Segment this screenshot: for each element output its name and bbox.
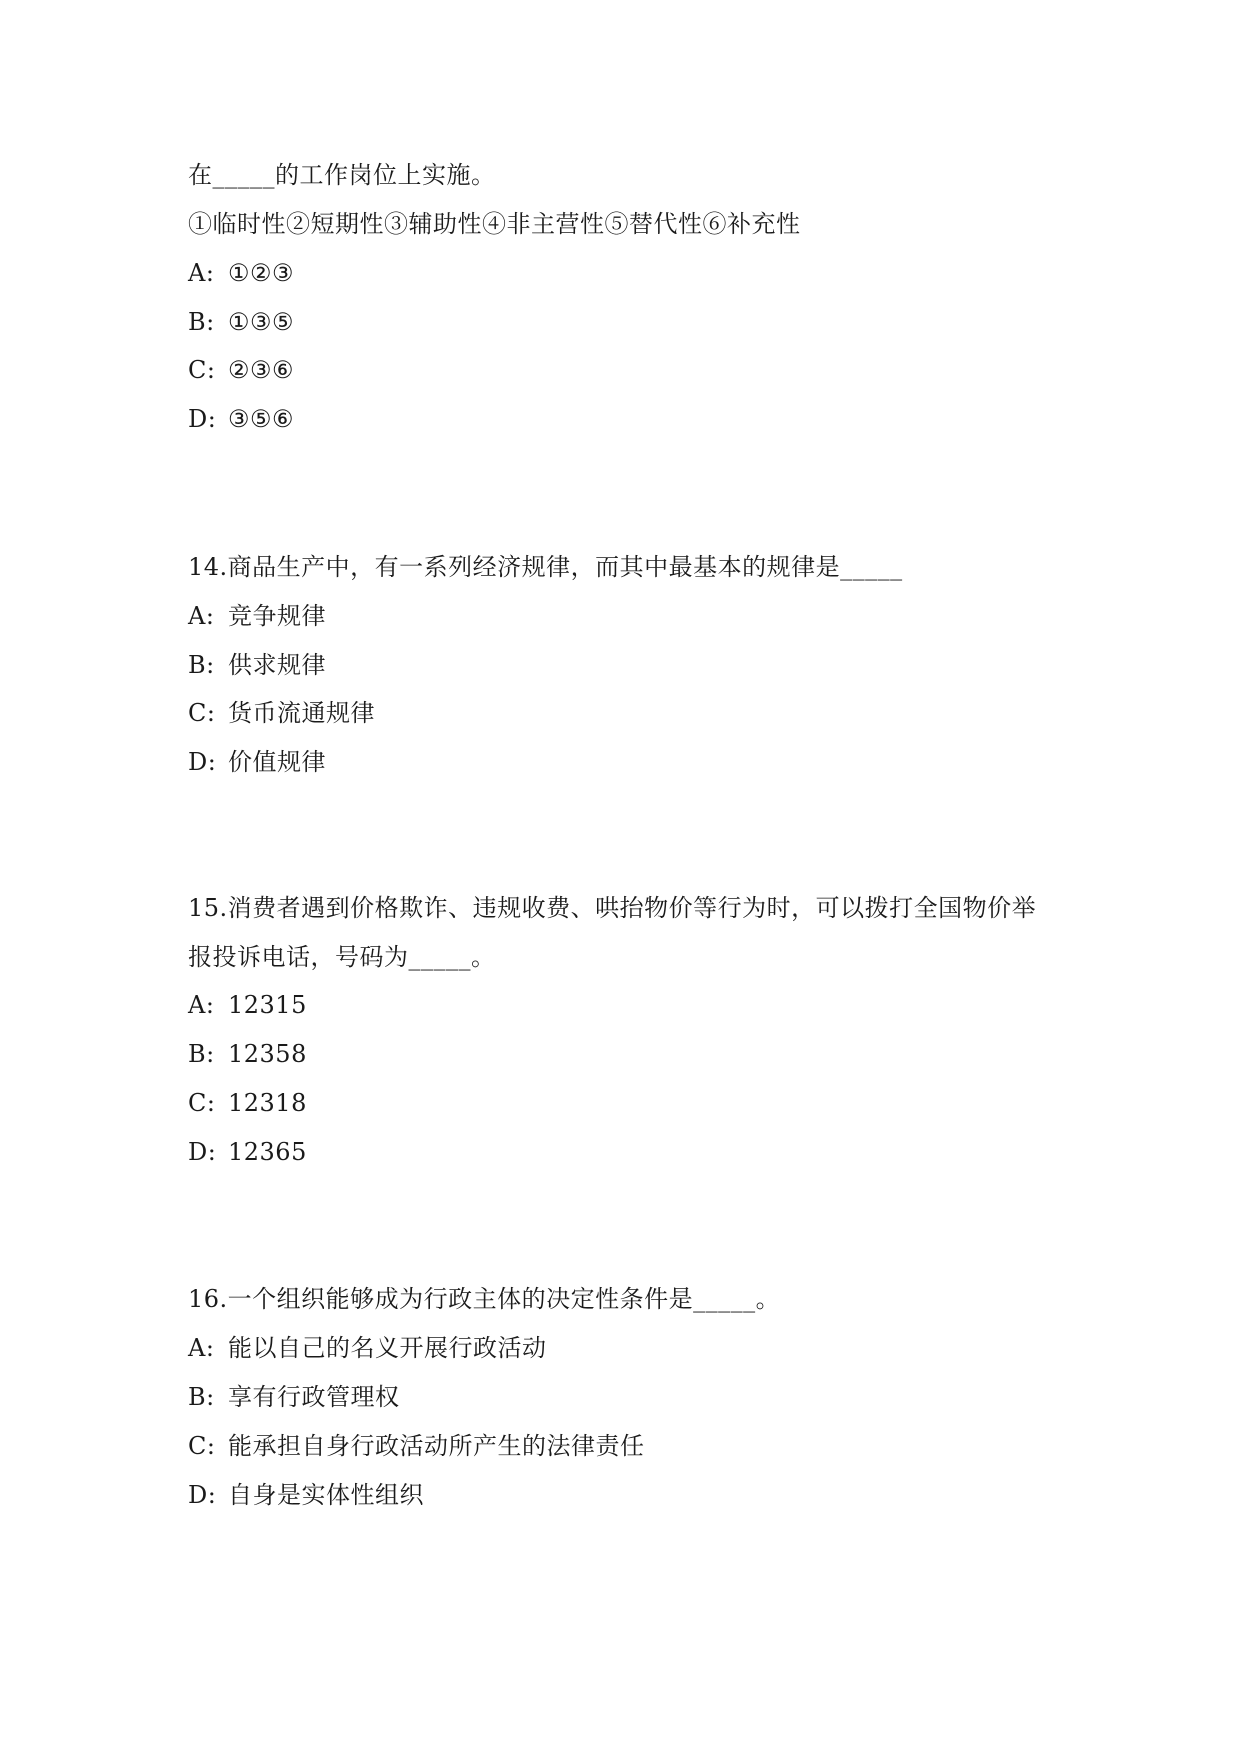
option-b bbox=[188, 650, 326, 680]
option-d bbox=[188, 404, 294, 434]
option-letter: B: bbox=[188, 1383, 215, 1411]
option-d bbox=[188, 747, 326, 777]
option-text: 竞争规律 bbox=[228, 602, 326, 630]
option-text: 价值规律 bbox=[228, 748, 326, 776]
question-choices-line: ①临时性②短期性③辅助性④非主营性⑤替代性⑥补充性 bbox=[188, 210, 801, 238]
option-letter: D: bbox=[188, 1138, 217, 1166]
option-letter: C: bbox=[188, 356, 216, 384]
option-text: 12315 bbox=[228, 991, 307, 1019]
question-16-stem: 16.一个组织能够成为行政主体的决定性条件是_____。 bbox=[188, 1285, 781, 1313]
option-text: 供求规律 bbox=[228, 651, 326, 679]
option-letter: C: bbox=[188, 1432, 216, 1460]
option-text: ②③⑥ bbox=[228, 356, 295, 384]
option-letter: A: bbox=[188, 602, 215, 630]
option-text: 12318 bbox=[228, 1089, 307, 1117]
option-a bbox=[188, 258, 294, 288]
option-c bbox=[188, 1431, 645, 1461]
option-b bbox=[188, 1382, 400, 1412]
option-text: 12358 bbox=[228, 1040, 307, 1068]
option-letter: A: bbox=[188, 991, 215, 1019]
option-letter: B: bbox=[188, 1040, 215, 1068]
question-15-stem-line1: 15.消费者遇到价格欺诈、违规收费、哄抬物价等行为时，可以拨打全国物价举 bbox=[188, 894, 1037, 922]
option-letter: A: bbox=[188, 259, 215, 287]
option-text: ③⑤⑥ bbox=[228, 405, 295, 433]
option-c bbox=[188, 698, 375, 728]
option-text: 货币流通规律 bbox=[228, 699, 375, 727]
option-c bbox=[188, 355, 294, 385]
option-a bbox=[188, 1333, 547, 1363]
option-letter: C: bbox=[188, 699, 216, 727]
option-b bbox=[188, 1039, 307, 1069]
option-letter: D: bbox=[188, 405, 217, 433]
option-text: ①③⑤ bbox=[228, 308, 295, 336]
option-letter: D: bbox=[188, 1481, 217, 1509]
option-d bbox=[188, 1480, 424, 1510]
option-text: 能以自己的名义开展行政活动 bbox=[228, 1334, 547, 1362]
option-text: 享有行政管理权 bbox=[228, 1383, 400, 1411]
option-b bbox=[188, 307, 294, 337]
option-c bbox=[188, 1088, 307, 1118]
option-text: 自身是实体性组织 bbox=[228, 1481, 424, 1509]
option-text: 12365 bbox=[228, 1138, 307, 1166]
option-a bbox=[188, 601, 326, 631]
option-text: 能承担自身行政活动所产生的法律责任 bbox=[228, 1432, 645, 1460]
question-stem-continued: 在_____的工作岗位上实施。 bbox=[188, 161, 496, 189]
option-letter: A: bbox=[188, 1334, 215, 1362]
option-letter: C: bbox=[188, 1089, 216, 1117]
option-letter: D: bbox=[188, 748, 217, 776]
question-14-stem: 14.商品生产中，有一系列经济规律，而其中最基本的规律是_____ bbox=[188, 553, 903, 581]
option-d bbox=[188, 1137, 307, 1167]
option-text: ①②③ bbox=[228, 259, 295, 287]
option-letter: B: bbox=[188, 651, 215, 679]
option-letter: B: bbox=[188, 308, 215, 336]
option-a bbox=[188, 990, 307, 1020]
question-15-stem-line2: 报投诉电话，号码为_____。 bbox=[188, 943, 496, 971]
